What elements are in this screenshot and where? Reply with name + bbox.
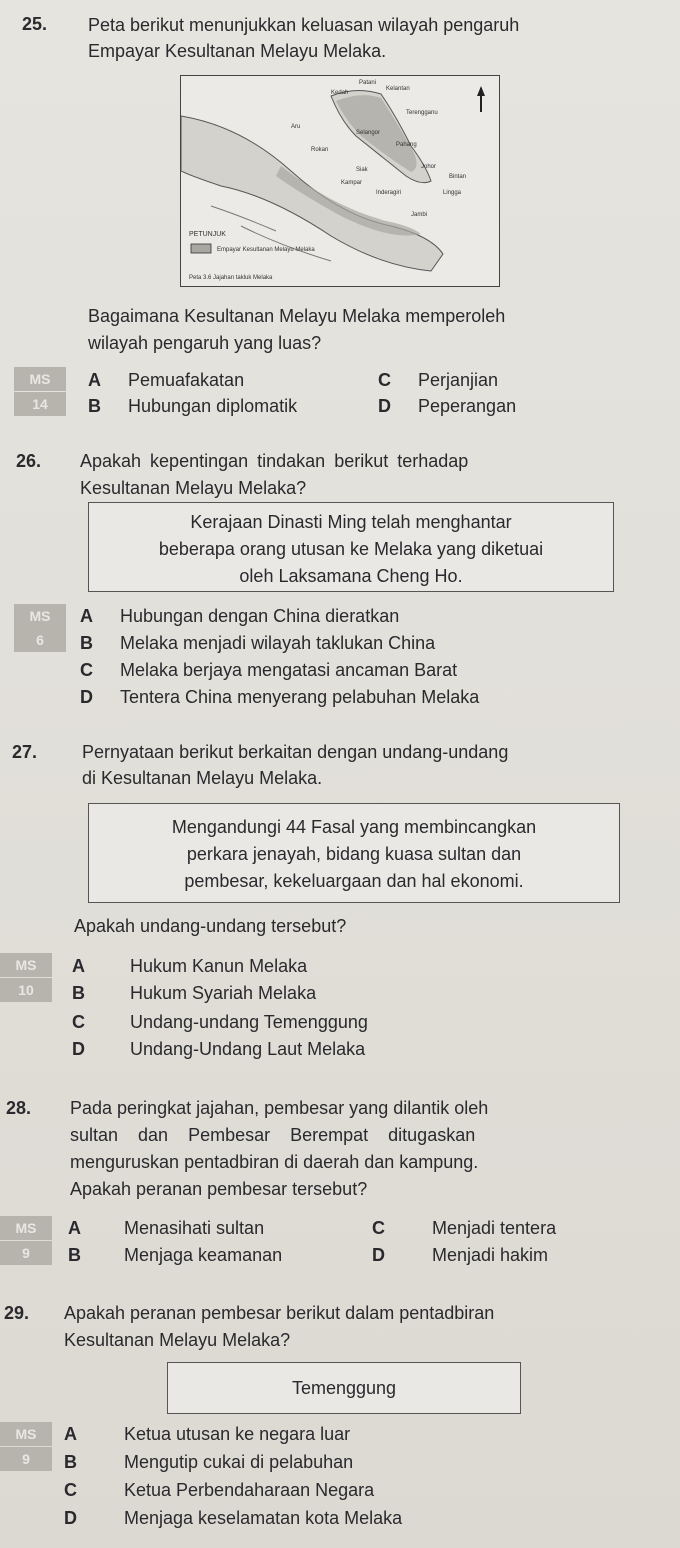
q28-prompt: Apakah peranan pembesar tersebut? xyxy=(70,1179,368,1199)
option-letter: D xyxy=(80,687,93,707)
q29-option-b[interactable] xyxy=(64,1450,353,1474)
box-line: Mengandungi 44 Fasal yang membincangkan xyxy=(171,817,537,837)
q27-prompt: Apakah undang-undang tersebut? xyxy=(74,916,347,936)
map-caption: Peta 3.6 Jajahan takluk Melaka xyxy=(189,275,273,281)
ms-page-tag: 10 xyxy=(0,978,52,1002)
q28-text-line1: Pada peringkat jajahan, pembesar yang dilantik oleh xyxy=(70,1098,489,1118)
q25-text-line2: Empayar Kesultanan Melayu Melaka. xyxy=(88,41,387,61)
map-label: Aru xyxy=(291,124,301,130)
q28-option-a[interactable] xyxy=(68,1216,264,1240)
map-label: Inderagiri xyxy=(376,190,402,196)
q25-option-d[interactable] xyxy=(378,394,516,418)
ms-tag: MS xyxy=(0,1216,52,1240)
ms-page-tag: 9 xyxy=(0,1447,52,1471)
option-text: Undang-undang Temenggung xyxy=(130,1012,368,1032)
map-label: Kampar xyxy=(341,180,363,186)
q25-number: 25. xyxy=(22,14,48,34)
empire-map xyxy=(180,75,500,287)
option-text: Melaka menjadi wilayah taklukan China xyxy=(120,633,436,653)
q28-option-d[interactable] xyxy=(372,1243,548,1267)
q26-option-d[interactable] xyxy=(80,685,479,709)
option-letter: A xyxy=(68,1218,81,1238)
q29-option-a[interactable] xyxy=(64,1422,350,1446)
q28-text-line2: sultan dan Pembesar Berempat ditugaskan xyxy=(70,1125,476,1145)
option-text: Hubungan dengan China dieratkan xyxy=(120,606,400,626)
q25-prompt-line2: wilayah pengaruh yang luas? xyxy=(88,333,322,353)
option-text: Hubungan diplomatik xyxy=(128,396,298,416)
option-letter: D xyxy=(64,1508,77,1528)
map-label: Rokan xyxy=(311,147,329,153)
q28-option-c[interactable] xyxy=(372,1216,556,1240)
map-label: Kelantan xyxy=(386,86,410,92)
box-line: perkara jenayah, bidang kuasa sultan dan xyxy=(186,844,522,864)
ms-tag: MS xyxy=(0,953,52,977)
q29-number: 29. xyxy=(4,1303,30,1323)
option-text: Menjaga keamanan xyxy=(124,1245,283,1265)
box-line: beberapa orang utusan ke Melaka yang diketuai xyxy=(158,539,544,559)
option-text: Tentera China menyerang pelabuhan Melaka xyxy=(120,687,480,707)
map-label: Johor xyxy=(421,164,437,170)
box-line: pembesar, kekeluargaan dan hal ekonomi. xyxy=(184,871,524,891)
q27-option-c[interactable] xyxy=(72,1010,368,1034)
option-letter: B xyxy=(68,1245,81,1265)
box-line: oleh Laksamana Cheng Ho. xyxy=(239,566,463,586)
q27-option-a[interactable] xyxy=(72,954,307,978)
option-letter: A xyxy=(64,1424,77,1444)
option-letter: A xyxy=(88,370,101,390)
option-letter: A xyxy=(72,956,85,976)
q27-statement-box xyxy=(88,803,620,903)
q28-number: 28. xyxy=(6,1098,32,1118)
box-line: Temenggung xyxy=(291,1378,397,1398)
ms-tag: MS xyxy=(14,367,66,391)
q29-option-d[interactable] xyxy=(64,1506,402,1530)
option-letter: D xyxy=(72,1039,85,1059)
q25-option-c[interactable] xyxy=(378,368,498,392)
map-label: Lingga xyxy=(443,190,462,196)
map-label: Bintan xyxy=(449,174,467,180)
q26-option-c[interactable] xyxy=(80,658,457,682)
option-letter: C xyxy=(378,370,391,390)
q27-option-d[interactable] xyxy=(72,1037,365,1061)
ms-tag: MS xyxy=(14,604,66,628)
option-letter: C xyxy=(80,660,93,680)
ms-tag: MS xyxy=(0,1422,52,1446)
ms-page-tag: 14 xyxy=(14,392,66,416)
q28-option-b[interactable] xyxy=(68,1243,282,1267)
q25-option-a[interactable] xyxy=(88,368,244,392)
option-text: Perjanjian xyxy=(418,370,499,390)
option-text: Ketua utusan ke negara luar xyxy=(124,1424,351,1444)
map-legend-title: PETUNJUK xyxy=(189,231,226,238)
map-drawing xyxy=(181,76,498,285)
option-text: Menjadi tentera xyxy=(432,1218,557,1238)
q26-text-line2: Kesultanan Melayu Melaka? xyxy=(80,478,307,498)
q26-number: 26. xyxy=(16,451,42,471)
map-label: Kedah xyxy=(331,90,349,96)
option-text: Menasihati sultan xyxy=(124,1218,265,1238)
option-text: Peperangan xyxy=(418,396,517,416)
q27-number: 27. xyxy=(12,742,38,762)
q29-text-line1: Apakah peranan pembesar berikut dalam pentadbiran xyxy=(64,1303,495,1323)
option-letter: B xyxy=(72,983,85,1003)
q28-text-line3: menguruskan pentadbiran di daerah dan kampung. xyxy=(70,1152,479,1172)
option-letter: D xyxy=(372,1245,385,1265)
ms-page-tag: 9 xyxy=(0,1241,52,1265)
option-text: Menjadi hakim xyxy=(432,1245,549,1265)
q25-text-line1: Peta berikut menunjukkan keluasan wilayah pengaruh xyxy=(88,15,520,35)
q27-option-b[interactable] xyxy=(72,981,316,1005)
q29-statement-box xyxy=(167,1362,521,1414)
option-letter: C xyxy=(72,1012,85,1032)
q26-option-a[interactable] xyxy=(80,604,399,628)
map-label: Patani xyxy=(359,80,377,86)
option-text: Ketua Perbendaharaan Negara xyxy=(124,1480,375,1500)
option-text: Pemuafakatan xyxy=(128,370,245,390)
option-text: Hukum Syariah Melaka xyxy=(130,983,317,1003)
option-text: Undang-Undang Laut Melaka xyxy=(130,1039,366,1059)
q25-prompt-line1: Bagaimana Kesultanan Melayu Melaka memperoleh xyxy=(88,306,506,326)
q27-text-line1: Pernyataan berikut berkaitan dengan undang-undang xyxy=(82,742,509,762)
map-label: Selangor xyxy=(356,130,381,136)
q29-option-c[interactable] xyxy=(64,1478,374,1502)
box-line: Kerajaan Dinasti Ming telah menghantar xyxy=(190,512,512,532)
map-label: Pahang xyxy=(396,142,417,148)
option-letter: B xyxy=(64,1452,77,1472)
option-text: Mengutip cukai di pelabuhan xyxy=(124,1452,354,1472)
option-text: Melaka berjaya mengatasi ancaman Barat xyxy=(120,660,458,680)
option-letter: A xyxy=(80,606,93,626)
q27-text-line2: di Kesultanan Melayu Melaka. xyxy=(82,768,323,788)
option-text: Hukum Kanun Melaka xyxy=(130,956,308,976)
q26-option-b[interactable] xyxy=(80,631,435,655)
option-letter: C xyxy=(64,1480,77,1500)
option-letter: B xyxy=(88,396,101,416)
option-text: Menjaga keselamatan kota Melaka xyxy=(124,1508,403,1528)
option-letter: D xyxy=(378,396,391,416)
map-legend-item: Empayar Kesultanan Melayu Melaka xyxy=(217,247,315,253)
map-label: Terengganu xyxy=(406,110,438,116)
q26-statement-box xyxy=(88,502,614,592)
map-label: Jambi xyxy=(411,212,428,218)
option-letter: B xyxy=(80,633,93,653)
ms-page-tag: 6 xyxy=(14,628,66,652)
map-label: Siak xyxy=(356,167,368,173)
q26-text-line1: Apakah kepentingan tindakan berikut terhadap xyxy=(80,451,469,471)
q25-option-b[interactable] xyxy=(88,394,297,418)
q29-text-line2: Kesultanan Melayu Melaka? xyxy=(64,1330,291,1350)
option-letter: C xyxy=(372,1218,385,1238)
